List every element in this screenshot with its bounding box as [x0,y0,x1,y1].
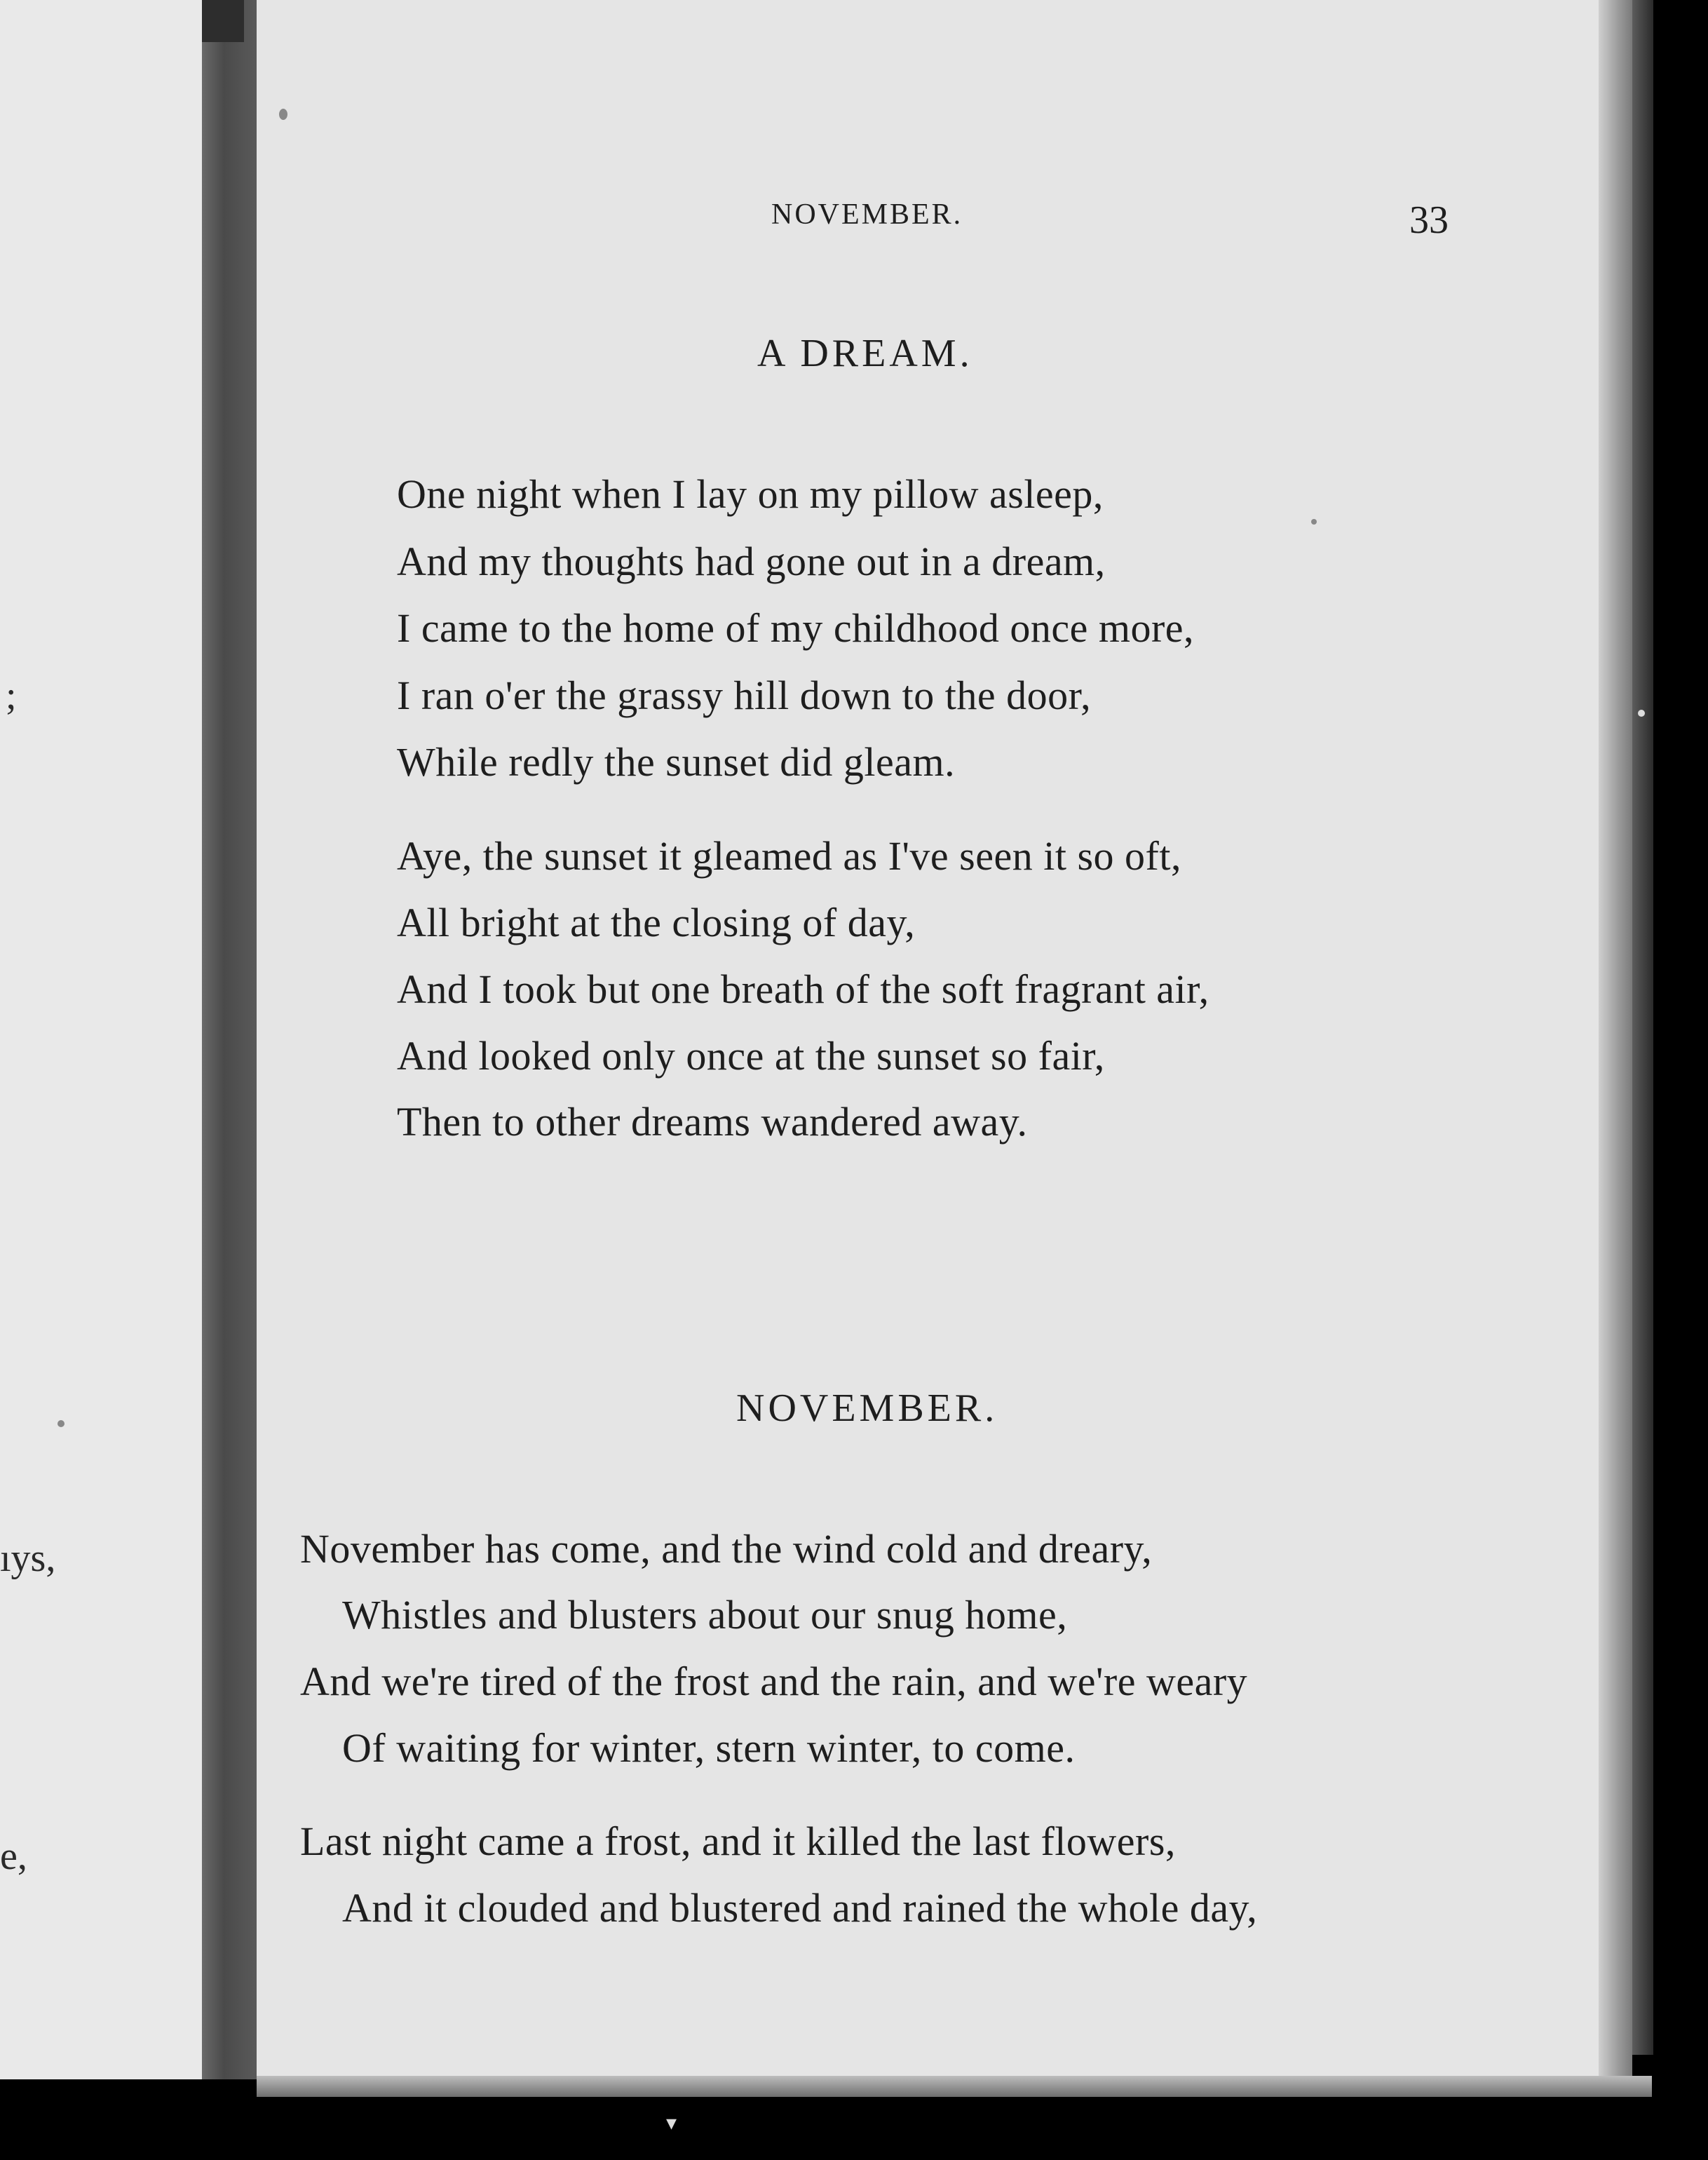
page-number: 33 [1409,198,1449,242]
bottom-margin-mark: ▾ [666,2112,677,2135]
gutter-shadow [202,0,244,42]
poem-line: And we're tired of the frost and the rain, and we're weary [300,1659,1248,1704]
poem-line: While redly the sunset did gleam. [397,739,956,785]
paper-speck [1638,710,1645,717]
poem-line: Aye, the sunset it gleamed as I've seen it so oft, [397,833,1181,879]
poem-line: And looked only once at the sunset so fair, [397,1033,1105,1079]
poem-line: Last night came a frost, and it killed the last flowers, [300,1818,1176,1864]
left-page-fragment: ıys, [0,1537,56,1580]
poem-line: And it clouded and blustered and rained the whole day, [342,1885,1258,1931]
poem-line: And I took but one breath of the soft fragrant air, [397,966,1209,1012]
poem-line: November has come, and the wind cold and dreary, [300,1526,1153,1572]
page-edge-shadow [1632,0,1653,2055]
page-edge-bottom [257,2076,1652,2097]
poem-line: Of waiting for winter, stern winter, to come. [342,1725,1076,1771]
poem-title: A DREAM. [757,332,973,375]
running-head: NOVEMBER. [771,198,963,231]
poem-line: One night when I lay on my pillow asleep, [397,471,1104,517]
poem-line: I ran o'er the grassy hill down to the door, [397,673,1092,718]
poem-title: NOVEMBER. [736,1386,998,1430]
poem-line: And my thoughts had gone out in a dream, [397,539,1106,584]
page-edge-right [1599,0,1632,2076]
paper-speck [57,1420,65,1427]
left-page-fragment: ; [6,674,17,717]
left-facing-page [0,0,231,2079]
poem-line: All bright at the closing of day, [397,900,916,945]
poem-line: I came to the home of my childhood once more, [397,605,1195,651]
book-gutter [202,0,257,2079]
poem-line: Whistles and blusters about our snug home, [342,1592,1068,1638]
paper-speck [279,109,287,120]
poem-line: Then to other dreams wandered away. [397,1099,1028,1145]
left-page-fragment: e, [0,1835,27,1878]
paper-speck [1311,519,1317,525]
